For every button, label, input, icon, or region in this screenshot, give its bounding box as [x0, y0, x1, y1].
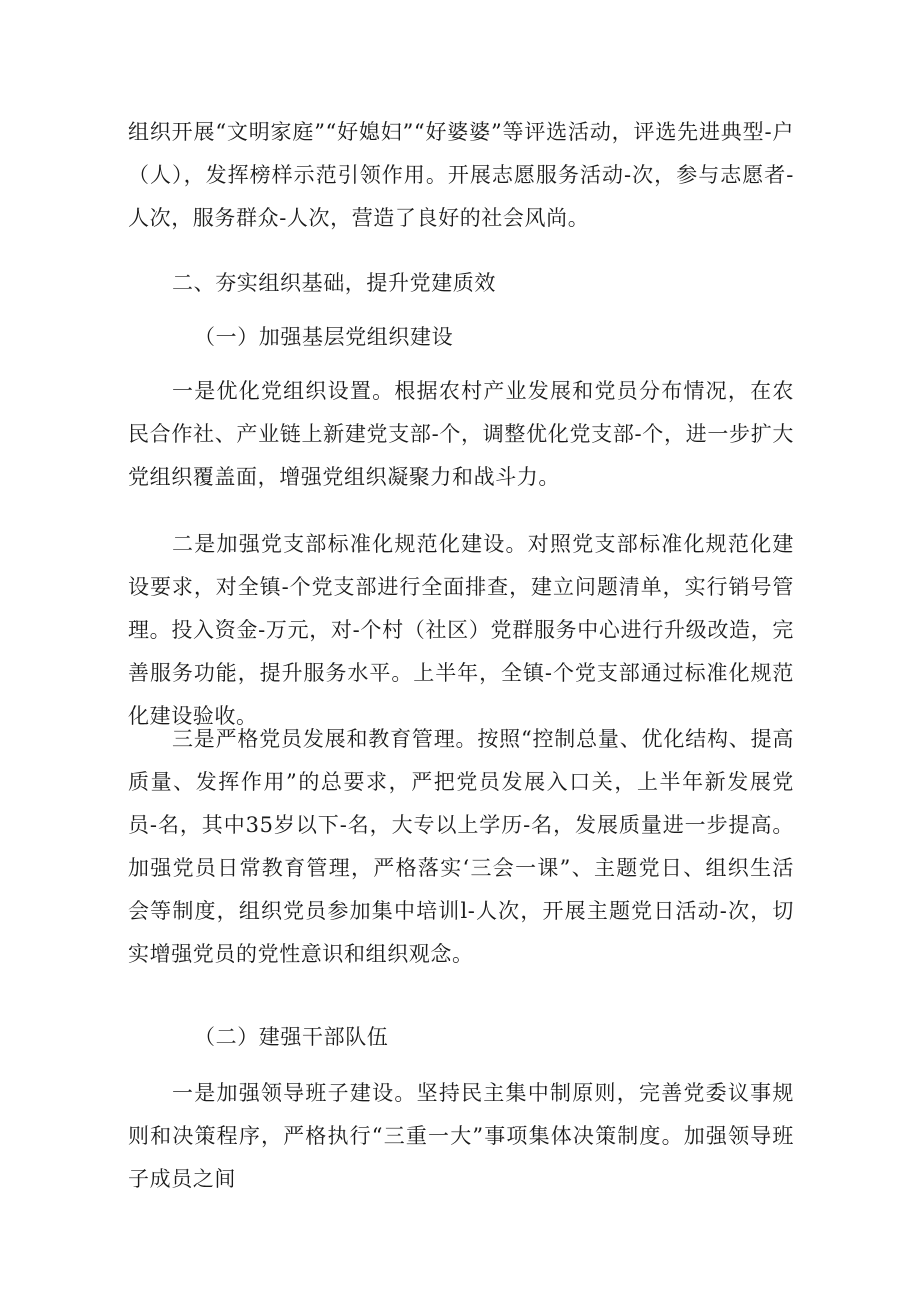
- subsection-heading-2: （二）建强干部队伍: [194, 1025, 389, 1049]
- paragraph-leadership: 一是加强领导班子建设。坚持民主集中制原则，完善党委议事规则和决策程序，严格执行“三重一大”事项集体决策制度。加强领导班子成员之间: [128, 1081, 794, 1191]
- paragraph-activities: 组织开展“文明家庭”“好媳妇”“好婆婆”等评选活动，评选先进典型-户（人），发挥榜样示范引领作用。开展志愿服务活动-次，参与志愿者-人次，服务群众-人次，营造了良好的社会风尚。: [128, 120, 794, 230]
- section-heading-2: 二、夯实组织基础，提升党建质效: [172, 271, 496, 295]
- paragraph-member-management: 三是严格党员发展和教育管理。按照“控制总量、优化结构、提高质量、发挥作用”的总要求，严把党员发展入口关，上半年新发展党员-名，其中35岁以下-名，大专以上学历-名，发展质量进一步提高。加强党员日常教育管理，严格落实‘三会一课”、主题党日、组织生活会等制度，组织党员参加集中培训l-人次，开展主题党日活动-次，切实增强党员的党性意识和组织观念。: [128, 727, 794, 966]
- subsection-heading-1: （一）加强基层党组织建设: [194, 325, 454, 349]
- paragraph-optimize-party-org: 一是优化党组织设置。根据农村产业发展和党员分布情况，在农民合作社、产业链上新建党支部-个，调整优化党支部-个，进一步扩大党组织覆盖面，增强党组织凝聚力和战斗力。: [128, 379, 794, 489]
- paragraph-standardization: 二是加强党支部标准化规范化建设。对照党支部标准化规范化建设要求，对全镇-个党支部进行全面排查，建立问题清单，实行销号管理。投入资金-万元，对-个村（社区）党群服务中心进行升级改造，完善服务功能，提升服务水平。上半年，全镇-个党支部通过标准化规范化建设验收。: [128, 532, 794, 728]
